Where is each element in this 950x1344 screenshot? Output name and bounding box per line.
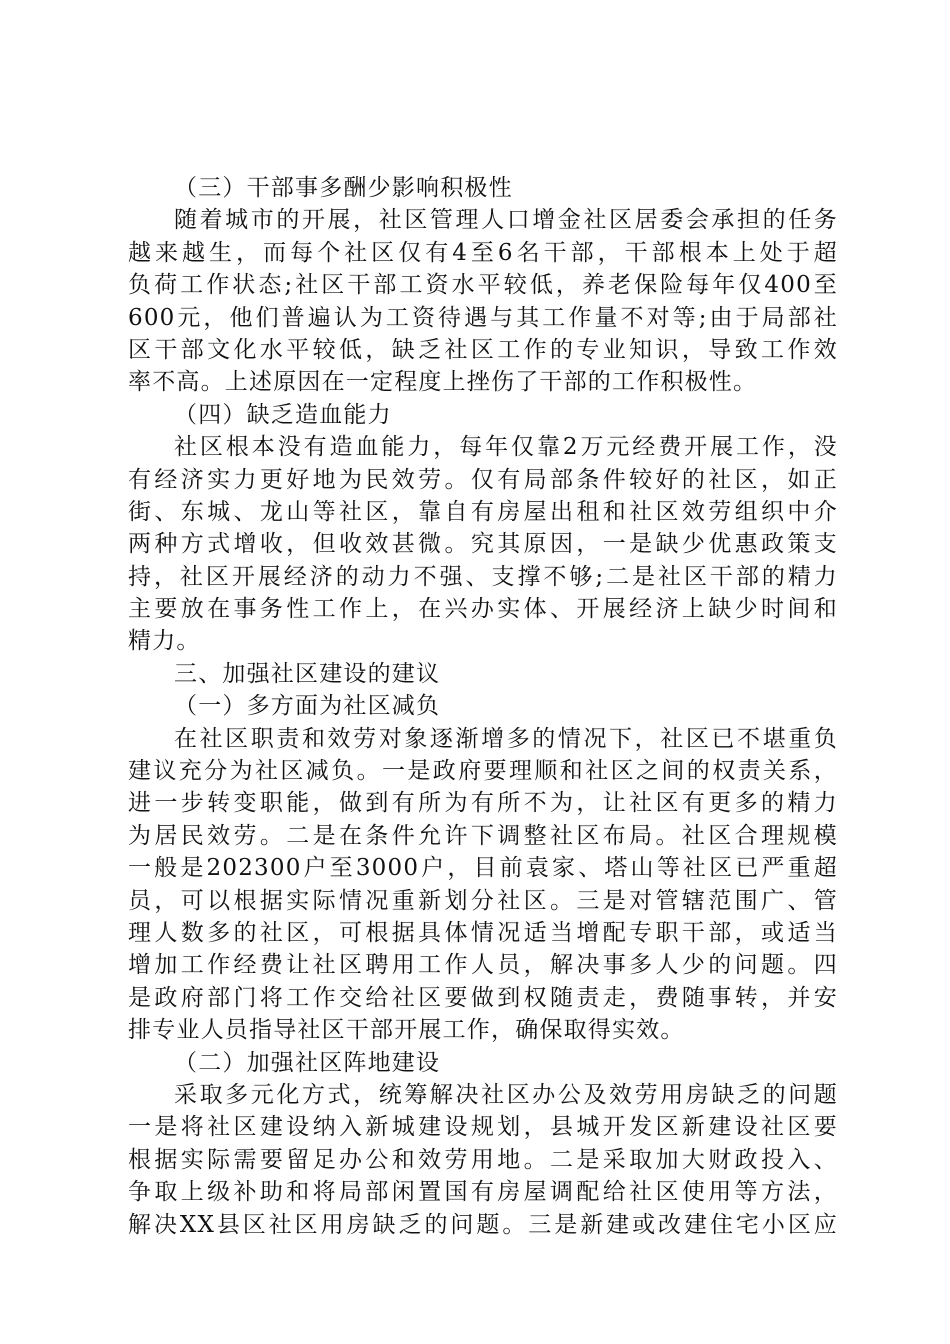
text-line: 进一步转变职能，做到有所为有所不为，让社区有更多的精力 (128, 790, 838, 817)
text-line: 两种方式增收，但收效甚微。究其原因，一是缺少优惠政策支 (128, 531, 838, 558)
text-line: 采取多元化方式，统筹解决社区办公及效劳用房缺乏的问题 (174, 1081, 838, 1108)
text-line: （四）缺乏造血能力 (174, 401, 392, 428)
text-line: 有经济实力更好地为民效劳。仅有局部条件较好的社区，如正 (128, 466, 838, 493)
text-line: 增加工作经费让社区聘用工作人员，解决事多人少的问题。四 (128, 952, 838, 979)
text-line: 为居民效劳。二是在条件允许下调整社区布局。社区合理规模 (128, 822, 838, 849)
text-line: 一是将社区建设纳入新城建设规划，县城开发区新建设社区要 (128, 1114, 838, 1141)
text-line: 负荷工作状态;社区干部工资水平较低，养老保险每年仅400至 (128, 272, 838, 299)
text-line: 街、东城、龙山等社区，靠自有房屋出租和社区效劳组织中介 (128, 498, 838, 525)
text-line: 社区根本没有造血能力，每年仅靠2万元经费开展工作，没 (174, 434, 838, 461)
text-line: （三）干部事多酬少影响积极性 (174, 175, 513, 201)
text-line: 率不高。上述原因在一定程度上挫伤了干部的工作积极性。 (128, 369, 758, 396)
text-line: 在社区职责和效劳对象逐渐增多的情况下，社区已不堪重负 (174, 725, 838, 752)
text-line: 根据实际需要留足办公和效劳用地。二是采取加大财政投入、 (128, 1146, 838, 1173)
text-line: 区干部文化水平较低，缺乏社区工作的专业知识，导致工作效 (128, 336, 838, 363)
document-page (128, 172, 838, 1241)
text-line: 主要放在事务性工作上，在兴办实体、开展经济上缺少时间和 (128, 596, 838, 623)
text-line: 三、加强社区建设的建议 (174, 660, 441, 687)
text-line: 排专业人员指导社区干部开展工作，确保取得实效。 (128, 1017, 685, 1044)
text-line: （一）多方面为社区减负 (174, 693, 441, 720)
text-line: 精力。 (128, 628, 201, 655)
text-line: 员，可以根据实际情况重新划分社区。三是对管辖范围广、管 (128, 887, 838, 914)
text-line: 是政府部门将工作交给社区要做到权随责走，费随事转，并安 (128, 984, 838, 1011)
text-line: 建议充分为社区减负。一是政府要理顺和社区之间的权责关系， (128, 758, 838, 785)
text-line: 随着城市的开展，社区管理人口增金社区居委会承担的任务 (174, 207, 838, 234)
text-line: 理人数多的社区，可根据具体情况适当增配专职干部，或适当 (128, 919, 838, 946)
text-line: 持，社区开展经济的动力不强、支撑不够;二是社区干部的精力 (128, 563, 838, 590)
text-line: 越来越生，而每个社区仅有4至6名干部，干部根本上处于超 (128, 239, 838, 266)
text-line: 解决XX县区社区用房缺乏的问题。三是新建或改建住宅小区应 (128, 1211, 838, 1238)
text-line: 争取上级补助和将局部闲置国有房屋调配给社区使用等方法， (128, 1179, 838, 1206)
text-line: （二）加强社区阵地建设 (174, 1049, 441, 1076)
text-line: 一般是202300户至3000户，目前袁家、塔山等社区已严重超 (128, 855, 838, 882)
text-line: 600元，他们普遍认为工资待遇与其工作量不对等;由于局部社 (128, 304, 838, 331)
